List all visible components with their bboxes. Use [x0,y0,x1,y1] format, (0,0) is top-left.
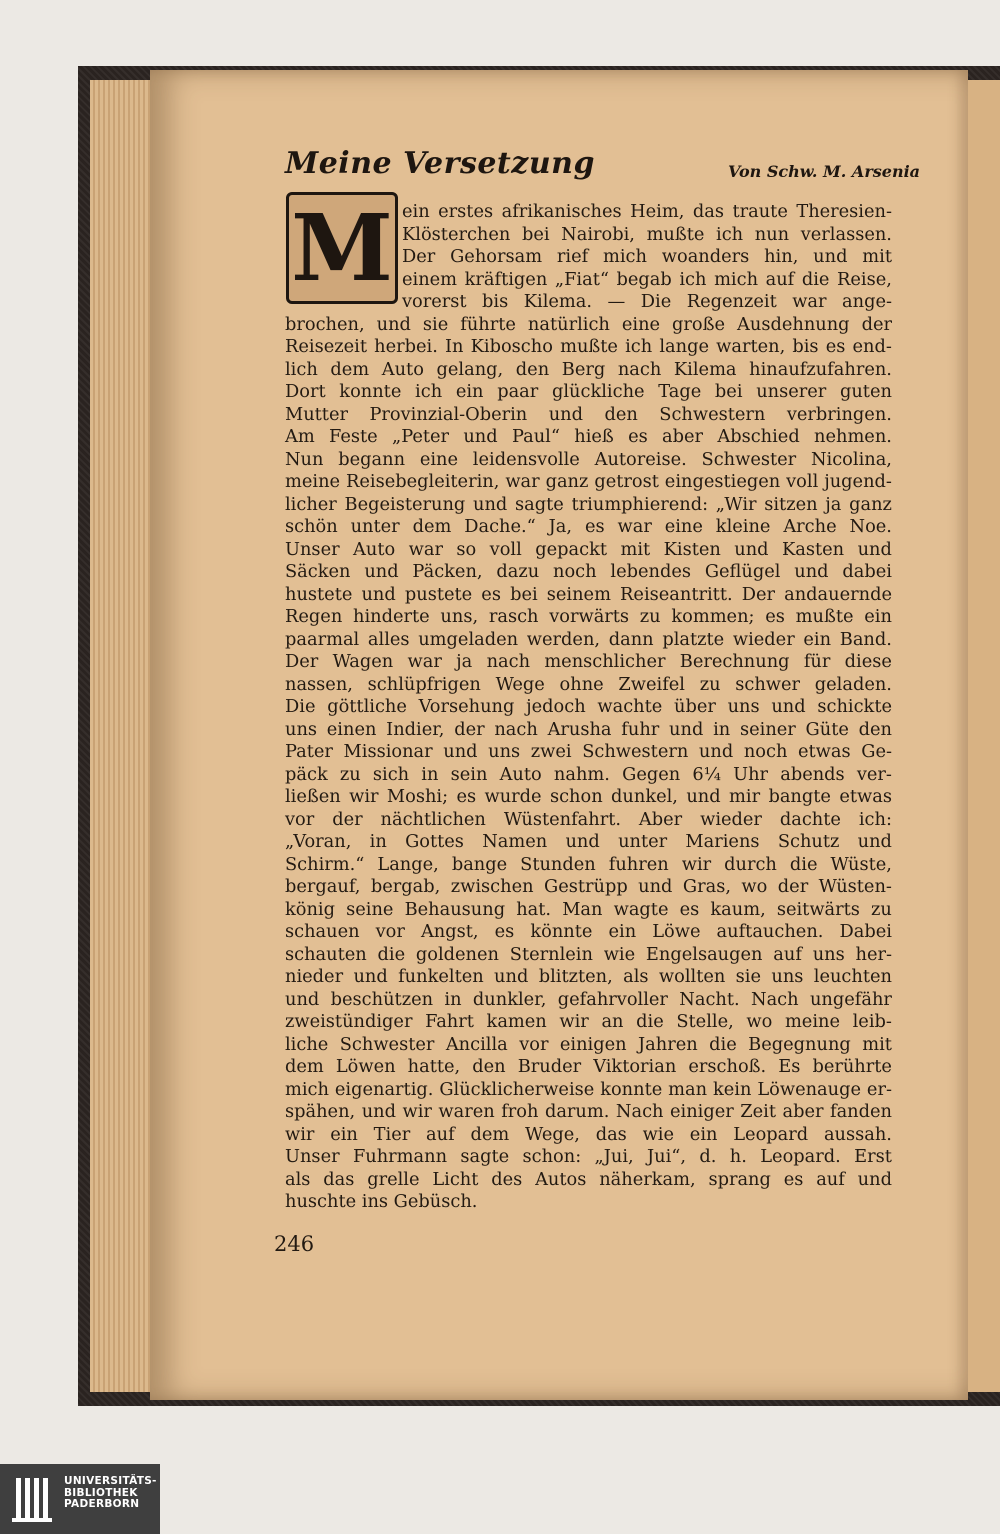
text-line: Pater Missionar und uns zwei Schwestern und noch etwas Ge- [285,741,892,762]
text-line: ein erstes afrikanisches Heim, das traute Theresien- [402,201,892,222]
text-line: Regen hinderte uns, rasch vorwärts zu kommen; es mußte ein [285,606,892,627]
text-line: Nun begann eine leidensvolle Autoreise. Schwester Nicolina, [285,448,892,470]
text-line: Mutter Provinzial-Oberin und den Schwestern verbringen. [285,403,892,425]
text-line: nassen, schlüpfrigen Wege ohne Zweifel zu schwer geladen. [285,673,892,695]
text-line: licher Begeisterung und sagte triumphierend: „Wir sitzen ja ganz [285,493,892,515]
text-line: dem Löwen hatte, den Bruder Viktorian erschoß. Es berührte [285,1056,892,1077]
text-line: schön unter dem Dache.“ Ja, es war eine kleine Arche Noe. [285,516,892,537]
text-line: zweistündiger Fahrt kamen wir an die Stelle, wo meine leib- [285,1011,892,1032]
text-line: Dort konnte ich ein paar glückliche Tage bei unserer guten [285,381,892,402]
text-line: „Voran, in Gottes Namen und unter Mariens Schutz und [285,831,892,852]
text-line: huschte ins Gebüsch. [285,1191,478,1212]
text-line: Reisezeit herbei. In Kiboscho mußte ich lange warten, bis es end- [285,336,892,357]
text-line: hustete und pustete es bei seinem Reiseantritt. Der andauernde [285,583,892,605]
text-line: nieder und funkelten und blitzten, als wollten sie uns leuchten [285,966,892,987]
library-logo-icon [10,1474,58,1526]
text-line: einem kräftigen „Fiat“ begab ich mich auf die Reise, [402,268,892,290]
text-line: Unser Fuhrmann sagte schon: „Jui, Jui“, d. h. Leopard. Erst [285,1146,892,1167]
text-line: und beschützen in dunkler, gefahrvoller Nacht. Nach ungefähr [285,988,892,1010]
text-line: Säcken und Päcken, dazu noch lebendes Geflügel und dabei [285,561,892,582]
text-line: paarmal alles umgeladen werden, dann platzte wieder ein Band. [285,628,892,650]
facing-page-edge [968,80,1000,1392]
text-line: päck zu sich in sein Auto nahm. Gegen 6¼ Uhr abends ver- [285,763,892,785]
text-line: Schirm.“ Lange, bange Stunden fuhren wir durch die Wüste, [285,853,892,875]
text-line: schauen vor Angst, es könnte ein Löwe auftauchen. Dabei [285,921,892,942]
library-line-1: UNIVERSITÄTS- [64,1475,157,1487]
text-line: liche Schwester Ancilla vor einigen Jahren die Begegnung mit [285,1033,892,1055]
drop-cap-letter: M [291,194,393,302]
text-line: mich eigenartig. Glücklicherweise konnte man kein Löwenauge er- [285,1078,892,1100]
text-line: uns einen Indier, der nach Arusha fuhr und in seiner Güte den [285,718,892,740]
drop-cap-ornament [286,192,398,304]
text-line: bergauf, bergab, zwischen Gestrüpp und Gras, wo der Wüsten- [285,876,892,897]
text-line: lich dem Auto gelang, den Berg nach Kilema hinaufzufahren. [285,358,892,380]
library-name [64,1476,157,1511]
library-line-2: BIBLIOTHEK [64,1486,138,1499]
text-line: als das grelle Licht des Autos näherkam, sprang es auf und [285,1168,892,1190]
text-line: Der Wagen war ja nach menschlicher Berechnung für diese [285,651,892,672]
text-line: wir ein Tier auf dem Wege, das wie ein Leopard aussah. [285,1123,892,1145]
text-line: spähen, und wir waren froh darum. Nach einiger Zeit aber fanden [285,1101,892,1122]
text-line: meine Reisebegleiterin, war ganz getrost eingestiegen voll jugend- [285,471,892,492]
text-line: Am Feste „Peter und Paul“ hieß es aber Abschied nehmen. [285,426,892,447]
text-line: vor der nächtlichen Wüstenfahrt. Aber wieder dachte ich: [285,808,892,830]
text-line: Klösterchen bei Nairobi, mußte ich nun verlassen. [402,223,892,245]
text-line: brochen, und sie führte natürlich eine große Ausdehnung der [285,313,892,335]
text-line: ließen wir Moshi; es wurde schon dunkel, und mir bangte etwas [285,786,892,807]
text-line: vorerst bis Kilema. — Die Regenzeit war ange- [402,291,892,312]
text-line: könig seine Behausung hat. Man wagte es kaum, seitwärts zu [285,898,892,920]
library-line-3: PADERBORN [64,1498,140,1510]
text-line: Unser Auto war so voll gepackt mit Kisten und Kasten und [285,538,892,560]
text-line: schauten die goldenen Sternlein wie Engelsaugen auf uns her- [285,943,892,965]
text-line: Der Gehorsam rief mich woanders hin, und mit [402,246,892,267]
article-byline: Von Schw. M. Arsenia [728,162,921,181]
text-line: Die göttliche Vorsehung jedoch wachte über uns und schickte [285,696,892,717]
page-number: 246 [274,1232,315,1256]
article-title: Meine Versetzung [285,146,595,181]
